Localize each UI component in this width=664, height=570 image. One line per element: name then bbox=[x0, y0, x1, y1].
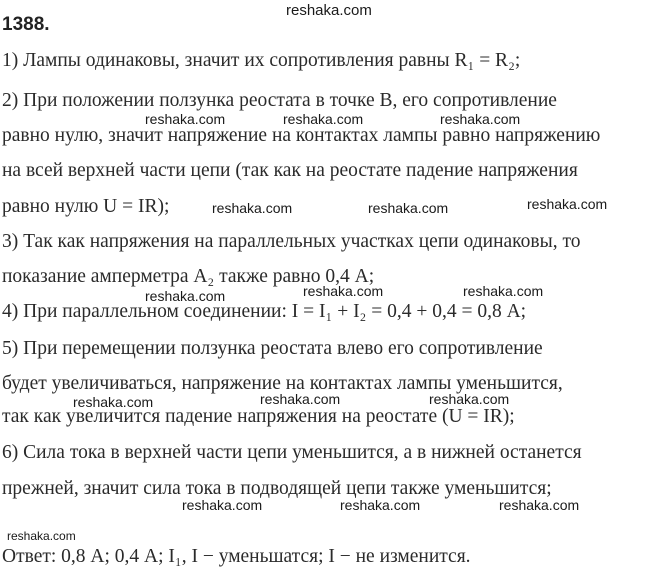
text-line-12: 6) Сила тока в верхней части цепи уменьшится, а в нижней останется bbox=[2, 442, 582, 463]
text-line-13: прежней, значит сила тока в подводящей цепи также уменьшится; bbox=[2, 478, 552, 499]
watermark: reshaka.com bbox=[73, 394, 154, 410]
watermark: reshaka.com bbox=[145, 111, 226, 127]
watermark: reshaka.com bbox=[260, 391, 341, 407]
watermark: reshaka.com bbox=[440, 111, 521, 127]
text-line-5: равно нулю U = IR); bbox=[2, 196, 170, 217]
watermark: reshaka.com bbox=[283, 111, 364, 127]
watermark: reshaka.com bbox=[7, 529, 76, 543]
watermark: reshaka.com bbox=[212, 200, 293, 216]
text-line-6: 3) Так как напряжения на параллельных участках цепи одинаковы, то bbox=[2, 231, 581, 252]
watermark: reshaka.com bbox=[499, 497, 580, 513]
watermark-top: reshaka.com bbox=[286, 2, 372, 19]
text-line-1: 1) Лампы одинаковы, значит их сопротивления равны R₁ = R₂; bbox=[2, 50, 521, 71]
text-line-7: показание амперметра A₂ также равно 0,4 А; bbox=[2, 266, 375, 287]
watermark: reshaka.com bbox=[463, 283, 544, 299]
text-line-8: 4) При параллельном соединении: I = I₁ + I₂ = 0,4 + 0,4 = 0,8 А; bbox=[2, 301, 527, 322]
answer-line: Ответ: 0,8 А; 0,4 А; I₁, I − уменьшатся; I − не изменится. bbox=[2, 546, 471, 567]
watermark: reshaka.com bbox=[145, 288, 226, 304]
watermark: reshaka.com bbox=[527, 196, 608, 212]
text-line-3: равно нулю, значит напряжение на контактах лампы равно напряжению bbox=[2, 125, 601, 146]
text-line-11: так как увеличится падение напряжения на реостате (U = IR); bbox=[2, 406, 515, 427]
text-line-4: на всей верхней части цепи (так как на реостате падение напряжения bbox=[2, 160, 578, 181]
watermark: reshaka.com bbox=[368, 200, 449, 216]
watermark: reshaka.com bbox=[429, 391, 510, 407]
text-line-2: 2) При положении ползунка реостата в точке B, его сопротивление bbox=[2, 90, 557, 111]
text-line-10: будет увеличиваться, напряжение на контактах лампы уменьшится, bbox=[2, 373, 563, 394]
watermark: reshaka.com bbox=[340, 497, 421, 513]
watermark: reshaka.com bbox=[303, 283, 384, 299]
watermark: reshaka.com bbox=[182, 497, 263, 513]
text-line-9: 5) При перемещении ползунка реостата влево его сопротивление bbox=[2, 338, 543, 359]
problem-number: 1388. bbox=[2, 14, 50, 35]
